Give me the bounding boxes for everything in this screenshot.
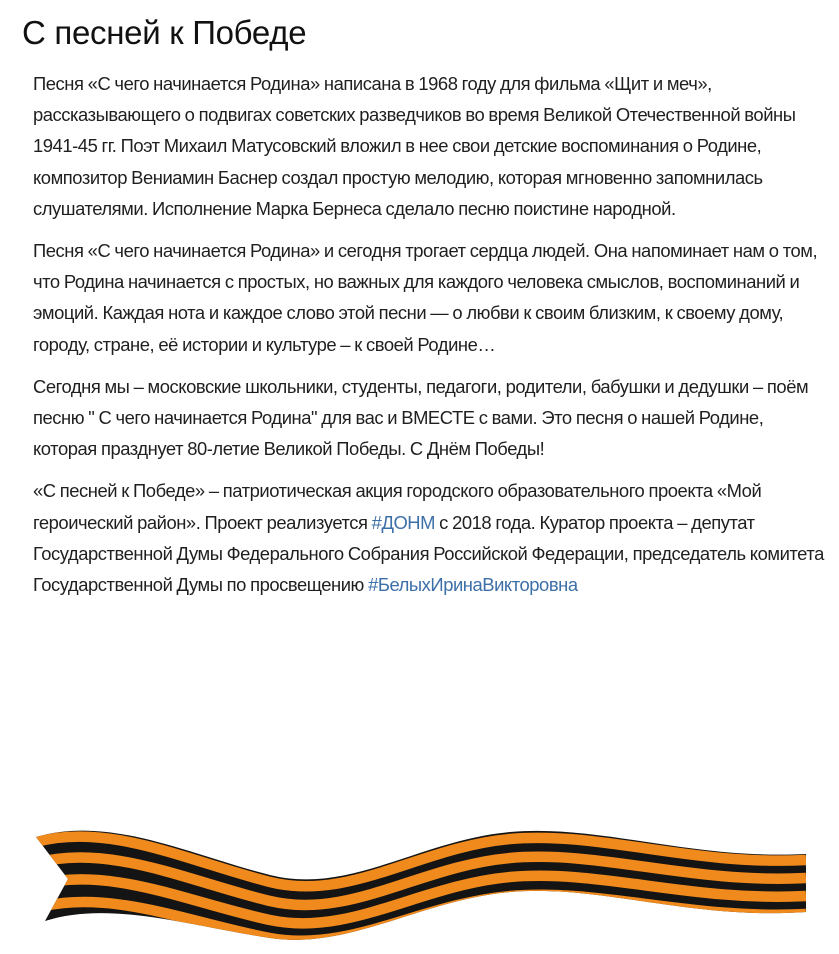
paragraph-4 (33, 475, 825, 600)
paragraph-3: Сегодня мы – московские школьники, студенты, педагоги, родители, бабушки и дедушки – поём песню " С чего начинается Родина" для вас и ВМЕСТЕ с вами. Это песня о нашей Родине, которая празднует 80-летие Великой Победы. С Днём Победы! (33, 375, 809, 460)
post-body (33, 68, 825, 611)
st-george-ribbon-icon (0, 800, 839, 954)
hashtag-belykh-link[interactable]: #БелыхИринаВикторовна (368, 574, 578, 596)
page-title: С песней к Победе (22, 14, 307, 51)
ribbon-stripes (30, 800, 820, 954)
paragraph-4-text-2: с 2018 года. Куратор проекта – депутат Государственной Думы Федерального Собрания Российской Федерации, председатель комитета Государственной Думы по просвещению (33, 511, 824, 596)
hashtag-donm-link[interactable]: #ДОНМ (371, 511, 436, 533)
paragraph-2: Песня «С чего начинается Родина» и сегодня трогает сердца людей. Она напоминает нам о том, что Родина начинается с простых, но важных для каждого человека смыслов, воспоминаний и эмоций. Каждая нота и каждое слово этой песни — о любви к своим близким, к своему дому, городу, стране, её истории и культуре – к своей Родине… (33, 240, 818, 355)
paragraph-1: Песня «С чего начинается Родина» написана в 1968 году для фильма «Щит и меч», рассказывающего о подвигах советских разведчиков во время Великой Отечественной войны 1941-45 гг. Поэт Михаил Матусовский вложил в нее свои детские воспоминания о Родине, композитор Вениамин Баснер создал простую мелодию, которая мгновенно запомнилась слушателями. Исполнение Марка Бернеса сделало песню поистине народной. (33, 73, 796, 219)
paragraph-4-text-1: «С песней к Победе» – патриотическая акция городского образовательного проекта «Мой героический район». Проект реализуется (33, 480, 762, 533)
